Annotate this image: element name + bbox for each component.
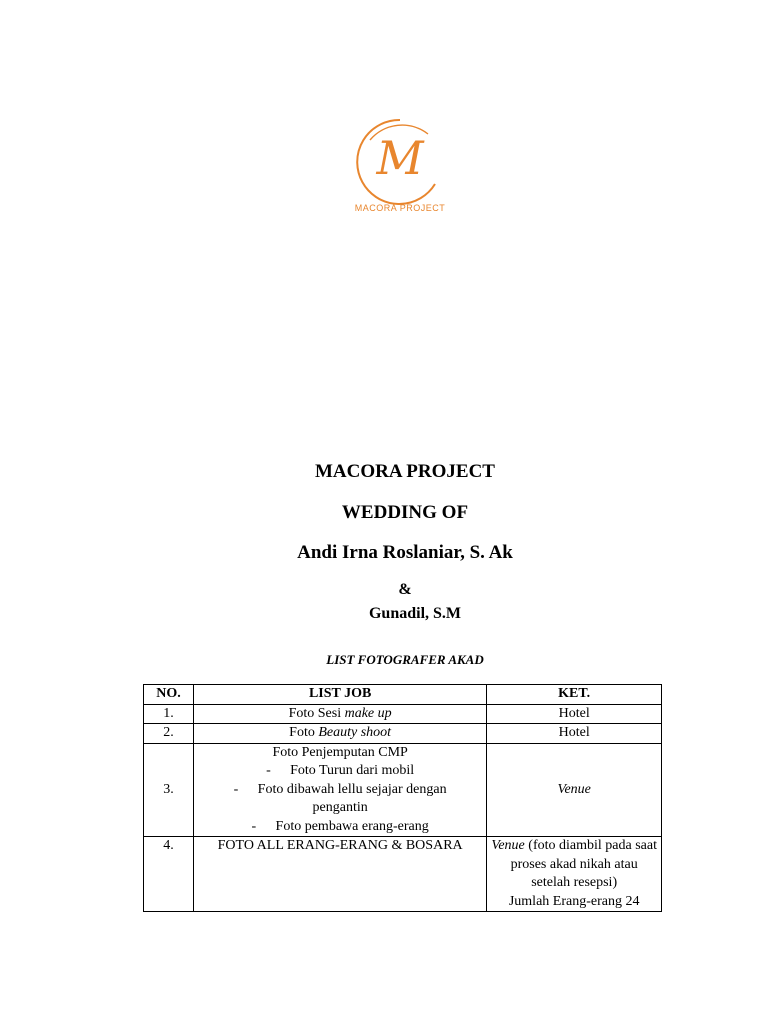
job-table [143, 684, 662, 912]
header-ket: KET. [487, 685, 662, 705]
table-row [144, 743, 662, 837]
table-row [144, 837, 662, 912]
row-no: 3. [144, 743, 194, 837]
row-job: Foto Beauty shoot [193, 724, 486, 744]
row-no: 4. [144, 837, 194, 912]
list-title: LIST FOTOGRAFER AKAD [326, 652, 484, 667]
row-job: Foto Penjemputan CMP - Foto Turun dari mobil - Foto dibawah lellu sejajar dengan pengantin - Foto pembawa erang-erang [193, 743, 486, 837]
row-ket: Venue (foto diambil pada saat proses akad nikah atau setelah resepsi) Jumlah Erang-erang 24 [487, 837, 662, 912]
row-no: 2. [144, 724, 194, 744]
row-ket: Hotel [487, 724, 662, 744]
bride-name: Andi Irna Roslaniar, S. Ak [297, 542, 513, 563]
row-ket: Hotel [487, 704, 662, 724]
row-job: FOTO ALL ERANG-ERANG & BOSARA [193, 837, 486, 912]
company-title: MACORA PROJECT [315, 461, 495, 482]
row-ket: Venue [487, 743, 662, 837]
logo-brand-text: MACORA PROJECT [354, 203, 446, 213]
logo-monogram: M [376, 131, 424, 185]
table-row [144, 724, 662, 744]
row-job: Foto Sesi make up [193, 704, 486, 724]
table-header-row [144, 685, 662, 705]
ampersand: & [398, 581, 412, 598]
header-list-job: LIST JOB [193, 685, 486, 705]
table-row [144, 704, 662, 724]
groom-name: Gunadil, S.M [368, 605, 462, 622]
header-no: NO. [144, 685, 194, 705]
event-title: WEDDING OF [341, 502, 469, 523]
row-no: 1. [144, 704, 194, 724]
